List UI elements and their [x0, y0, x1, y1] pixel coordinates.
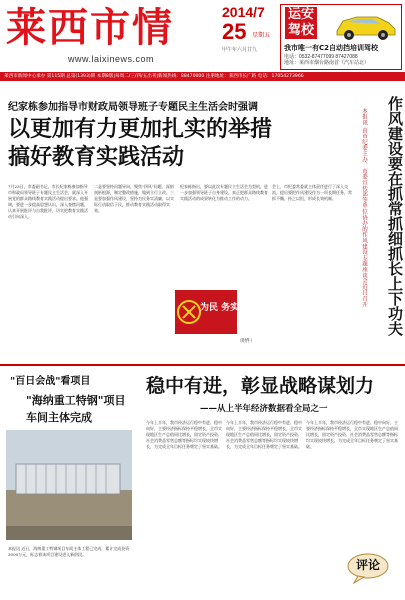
masthead — [0, 0, 405, 72]
date-weekday: 星期五 — [252, 33, 271, 39]
ad-slogan: 我市唯一有C2自动挡培训驾校 — [284, 44, 379, 52]
factory-photo — [6, 430, 132, 540]
lead-headline[interactable]: 以更加有力更加扎实的举措搞好教育实践活动 — [8, 117, 273, 170]
economy-headline[interactable]: 稳中有进，彰显战略谋划力 — [146, 375, 375, 397]
date-year-month: 2014/7 — [222, 4, 265, 20]
ad-contact: 电话：0532-87477099 87427088 地址：莱西市烟台路南首（汽车站北） — [284, 54, 370, 66]
ad-title-line2: 驾校 — [285, 23, 317, 39]
lead-article-col-3: 纪家栋指出，要以此次专题民主生活会为契机，进一步加强领导班子自身建设，真正把群众路线教育实践活动的成果转化为推动工作的动力。 — [180, 184, 268, 201]
masthead-url[interactable]: www.laixinews.com — [68, 54, 155, 64]
project-headline[interactable]: "海纳重工特钢"项目 车间主体完成 — [26, 394, 126, 424]
poster-caption: （附件） — [237, 339, 255, 344]
info-bar: 莱西市新闻中心承办 第115期 总第(1393)期 本期8版|每周二/三/四/五出刊|新闻热线：88470000 注册地址：莱西市长广路 电话：17054273966 — [0, 72, 405, 81]
side-article-col: 会上，市纪委常委就主体责任进行了深入交流，提出要把作风建设作为一项长期任务，常抓不懈，持之以恒，形成长效机制。 — [272, 184, 352, 201]
masthead-title: 莱西市情 — [6, 4, 174, 51]
lead-kicker: 纪家栋参加指导市财政局领导班子专题民主生活会时强调 — [8, 102, 258, 113]
vertical-headline[interactable]: 作风建设要在抓常抓细抓长上下功夫 — [386, 96, 404, 336]
economy-article-col-1: 今年上半年，我市经济运行稳中有进、稳中向好，主要经济指标保持平稳增长，全市实现地区生产总值同比增长，固定资产投资、社会消费品零售总额等指标均实现较快增长，为完成全年目标任务奠定了坚实基础。 — [146, 420, 222, 449]
lead-article-col-1: 7月23日，市委副书记、市长纪家栋参加指导市财政局领导班子专题民主生活会，就深入开展党的群众路线教育实践活动提出要求。他强调，要进一步提高思想认识，深入查摆问题，认真开展批评与自我批评，切实把教育实践活动引向深入。 — [8, 184, 88, 219]
date-day: 25 — [222, 19, 247, 44]
vertical-subhead: 本报讯 由市纪委主办、市委宣传部等单位协办的作风建设专题座谈会近日召开 — [361, 108, 367, 308]
section-divider — [0, 364, 405, 366]
economy-subtitle: ——从上半年经济数据看全局之一 — [200, 404, 328, 414]
commentary-label[interactable]: 评论 — [356, 558, 381, 572]
driving-school-ad[interactable] — [280, 4, 402, 70]
economy-article-col-2: 今年上半年，我市经济运行稳中有进、稳中向好，主要经济指标保持平稳增长，全市实现地区生产总值同比增长，固定资产投资、社会消费品零售总额等指标均实现较快增长，为完成全年目标任务奠定了坚实基础。 — [226, 420, 302, 449]
economy-article-col-3: 今年上半年，我市经济运行稳中有进、稳中向好，主要经济指标保持平稳增长，全市实现地区生产总值同比增长，固定资产投资、社会消费品零售总额等指标均实现较快增长，为完成全年目标任务奠定了坚实基础。 — [306, 420, 398, 449]
car-icon — [333, 9, 399, 41]
poster-slogan: 为民 务实 清廉 — [200, 303, 261, 313]
date-box — [222, 4, 274, 66]
photo-caption: 本报讯 近日，海纳重工特钢项目车间主体工程已完成，累计完成投资3000万元，标志着该项目建设进入新阶段。 — [8, 546, 130, 557]
lead-article-col-2: 二是要坚持问题导向，聚焦"四风"问题，深刻剖析根源，制定整改措施，做到立行立改。三是要加强作风建设，坚持为民务实清廉，以实际行动取信于民，推动教育实践活动取得实效。 — [94, 184, 174, 213]
ad-title-line1: 运安 — [285, 7, 317, 23]
section-tag: "百日会战"看项目 — [10, 376, 91, 387]
date-lunar: 甲午年六月廿九 — [222, 47, 258, 53]
